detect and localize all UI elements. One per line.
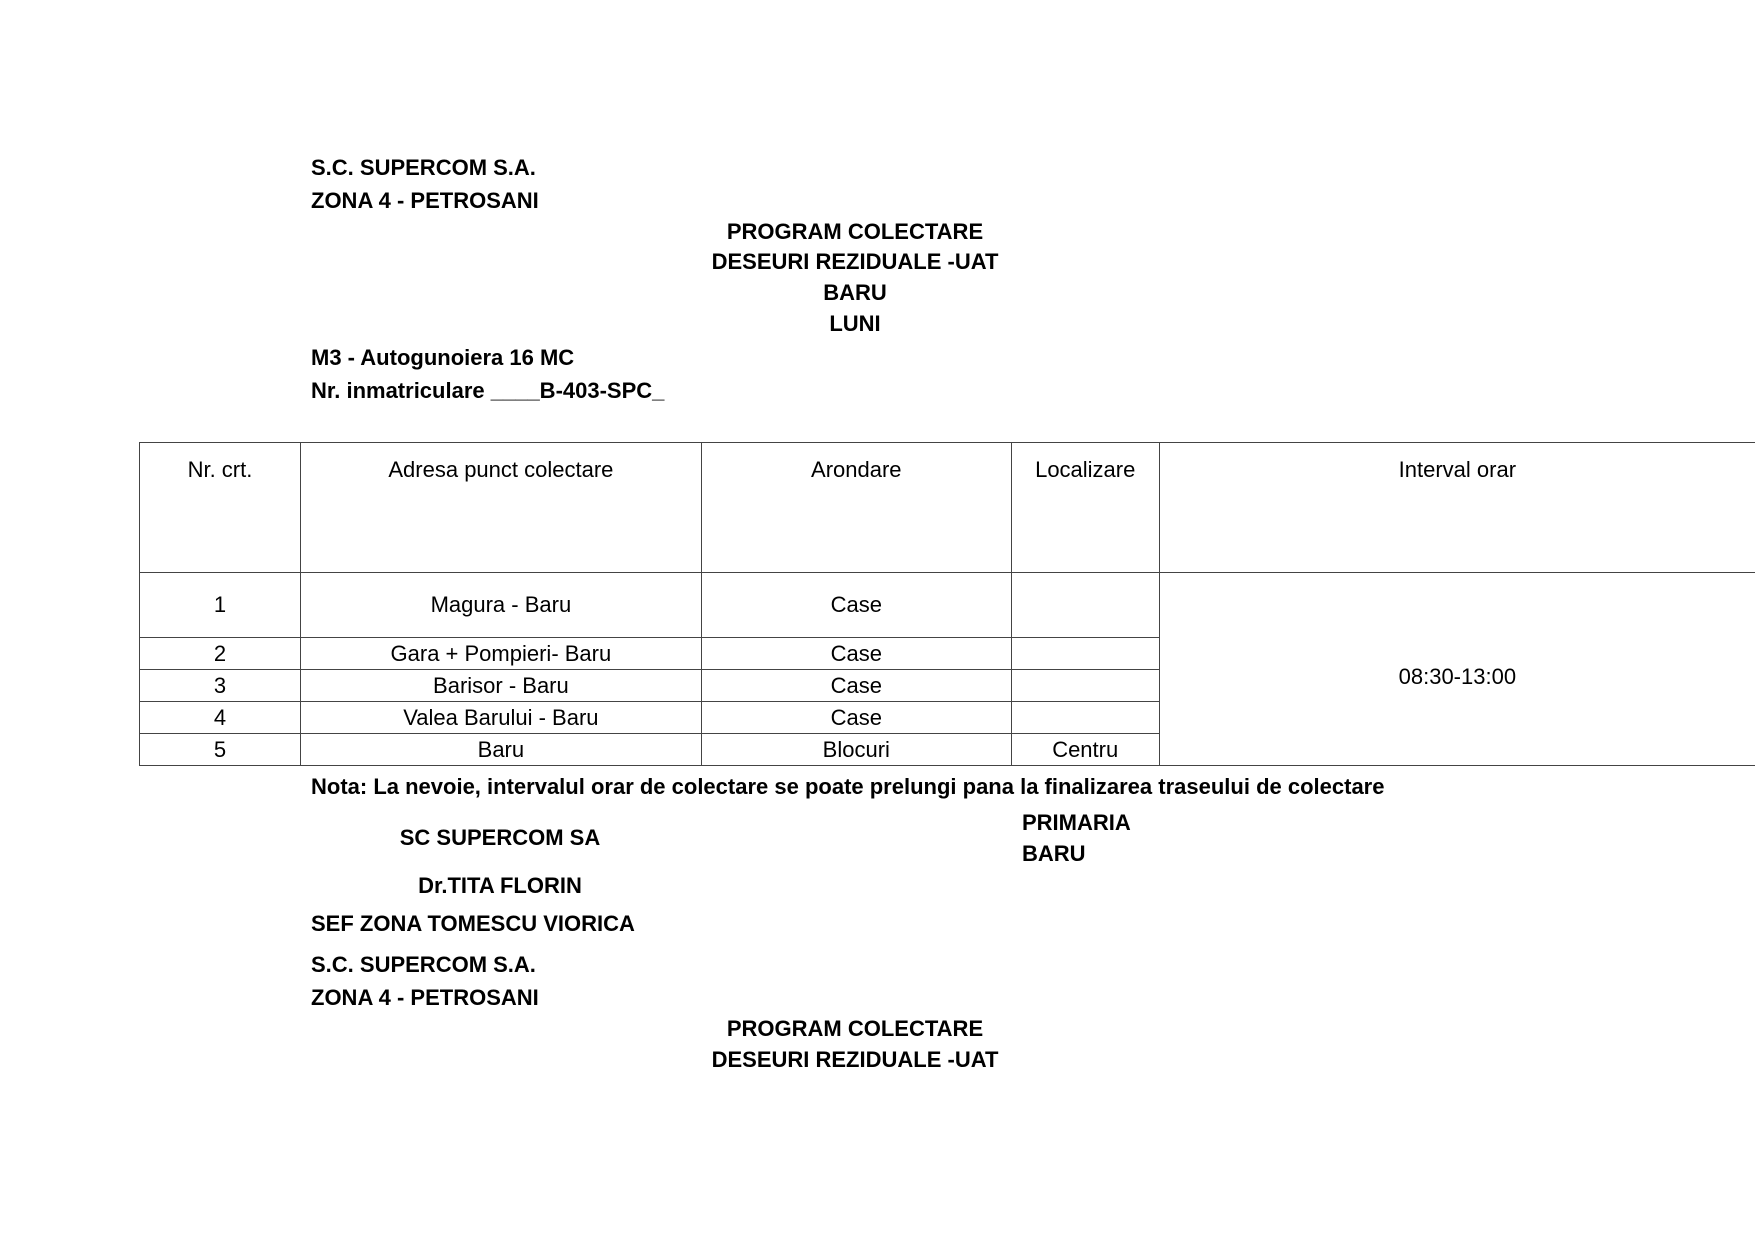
row-nr: 2 [140,638,301,670]
row-address: Valea Barului - Baru [300,702,701,734]
row-arondare: Case [701,573,1011,638]
note-text: Nota: La nevoie, intervalul orar de colectare se poate prelungi pana la finalizarea traseului de colectare [311,774,1385,799]
title-line-4: LUNI [829,311,881,336]
row-arondare: Case [701,670,1011,702]
row-nr: 1 [140,573,301,638]
schedule-table [139,442,1755,766]
row-nr: 5 [140,734,301,766]
row-arondare: Case [701,702,1011,734]
row-address: Barisor - Baru [300,670,701,702]
row-arondare: Case [701,638,1011,670]
signature-company: SC SUPERCOM SA [399,825,601,850]
header-nr: Nr. crt. [140,443,301,573]
row-arondare: Blocuri [701,734,1011,766]
company-name: S.C. SUPERCOM S.A. [311,155,536,180]
row-localizare [1011,573,1159,638]
signature-city-hall-2: BARU [1022,841,1086,866]
title-line-1-2: PROGRAM COLECTARE [726,1016,984,1041]
row-localizare [1011,670,1159,702]
interval-cell: 08:30-13:00 [1159,573,1755,766]
row-nr: 3 [140,670,301,702]
header-localizare: Localizare [1011,443,1159,573]
table-header-row [140,443,1755,573]
table-row [140,573,1755,638]
row-address: Baru [300,734,701,766]
header-interval: Interval orar [1159,443,1755,573]
title-line-3: BARU [823,280,887,305]
zone-name-2: ZONA 4 - PETROSANI [311,985,539,1010]
signature-zone-chief: SEF ZONA TOMESCU VIORICA [311,911,635,936]
row-address: Gara + Pompieri- Baru [300,638,701,670]
signature-director: Dr.TITA FLORIN [418,873,582,898]
row-localizare [1011,702,1159,734]
vehicle-info: M3 - Autogunoiera 16 MC [311,345,575,370]
title-line-2-2: DESEURI REZIDUALE -UAT [711,1047,999,1072]
company-name-2: S.C. SUPERCOM S.A. [311,952,536,977]
signature-city-hall-1: PRIMARIA [1022,810,1131,835]
title-line-2: DESEURI REZIDUALE -UAT [711,249,999,274]
registration-number: Nr. inmatriculare ____B-403-SPC_ [311,378,665,403]
row-localizare [1011,638,1159,670]
row-address: Magura - Baru [300,573,701,638]
row-nr: 4 [140,702,301,734]
header-arondare: Arondare [701,443,1011,573]
title-line-1: PROGRAM COLECTARE [726,219,984,244]
zone-name: ZONA 4 - PETROSANI [311,188,539,213]
row-localizare: Centru [1011,734,1159,766]
header-address: Adresa punct colectare [300,443,701,573]
